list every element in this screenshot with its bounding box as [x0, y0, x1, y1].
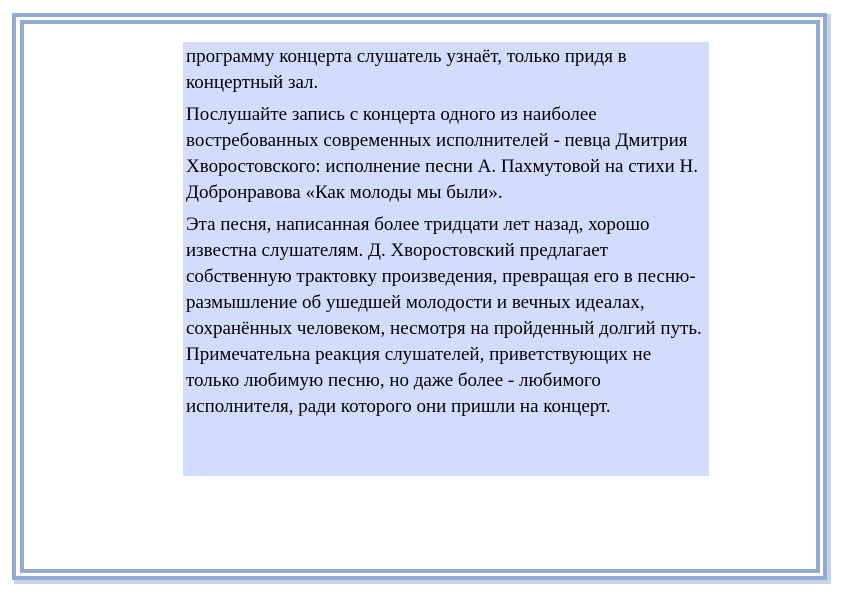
paragraph-intro-fragment: программу концерта слушатель узнаёт, только придя в концертный зал. [186, 46, 627, 93]
frame-shadow-right [827, 14, 831, 584]
paragraph-song-description: Эта песня, написанная более тридцати лет назад, хорошо известна слушателям. Д. Хворостовский предлагает собственную трактовку произведения, превращая его в песню-размышление об ушедшей молодости и вечных идеалах, сохранённых человеком, несмотря на пройденный долгий путь. Примечательна реакция слушателей, приветствующих не только любимую песню, но даже более - любимого исполнителя, ради которого они пришли на концерт. [186, 214, 702, 417]
frame-shadow-bottom [14, 580, 831, 584]
paragraph-listen-recording: Послушайте запись с концерта одного из наиболее востребованных современных исполнителей - певца Дмитрия Хворостовского: исполнение песни А. Пахмутовой на стихи Н. Добронравова «Как молоды мы были». [186, 104, 698, 203]
text-block [183, 42, 709, 476]
